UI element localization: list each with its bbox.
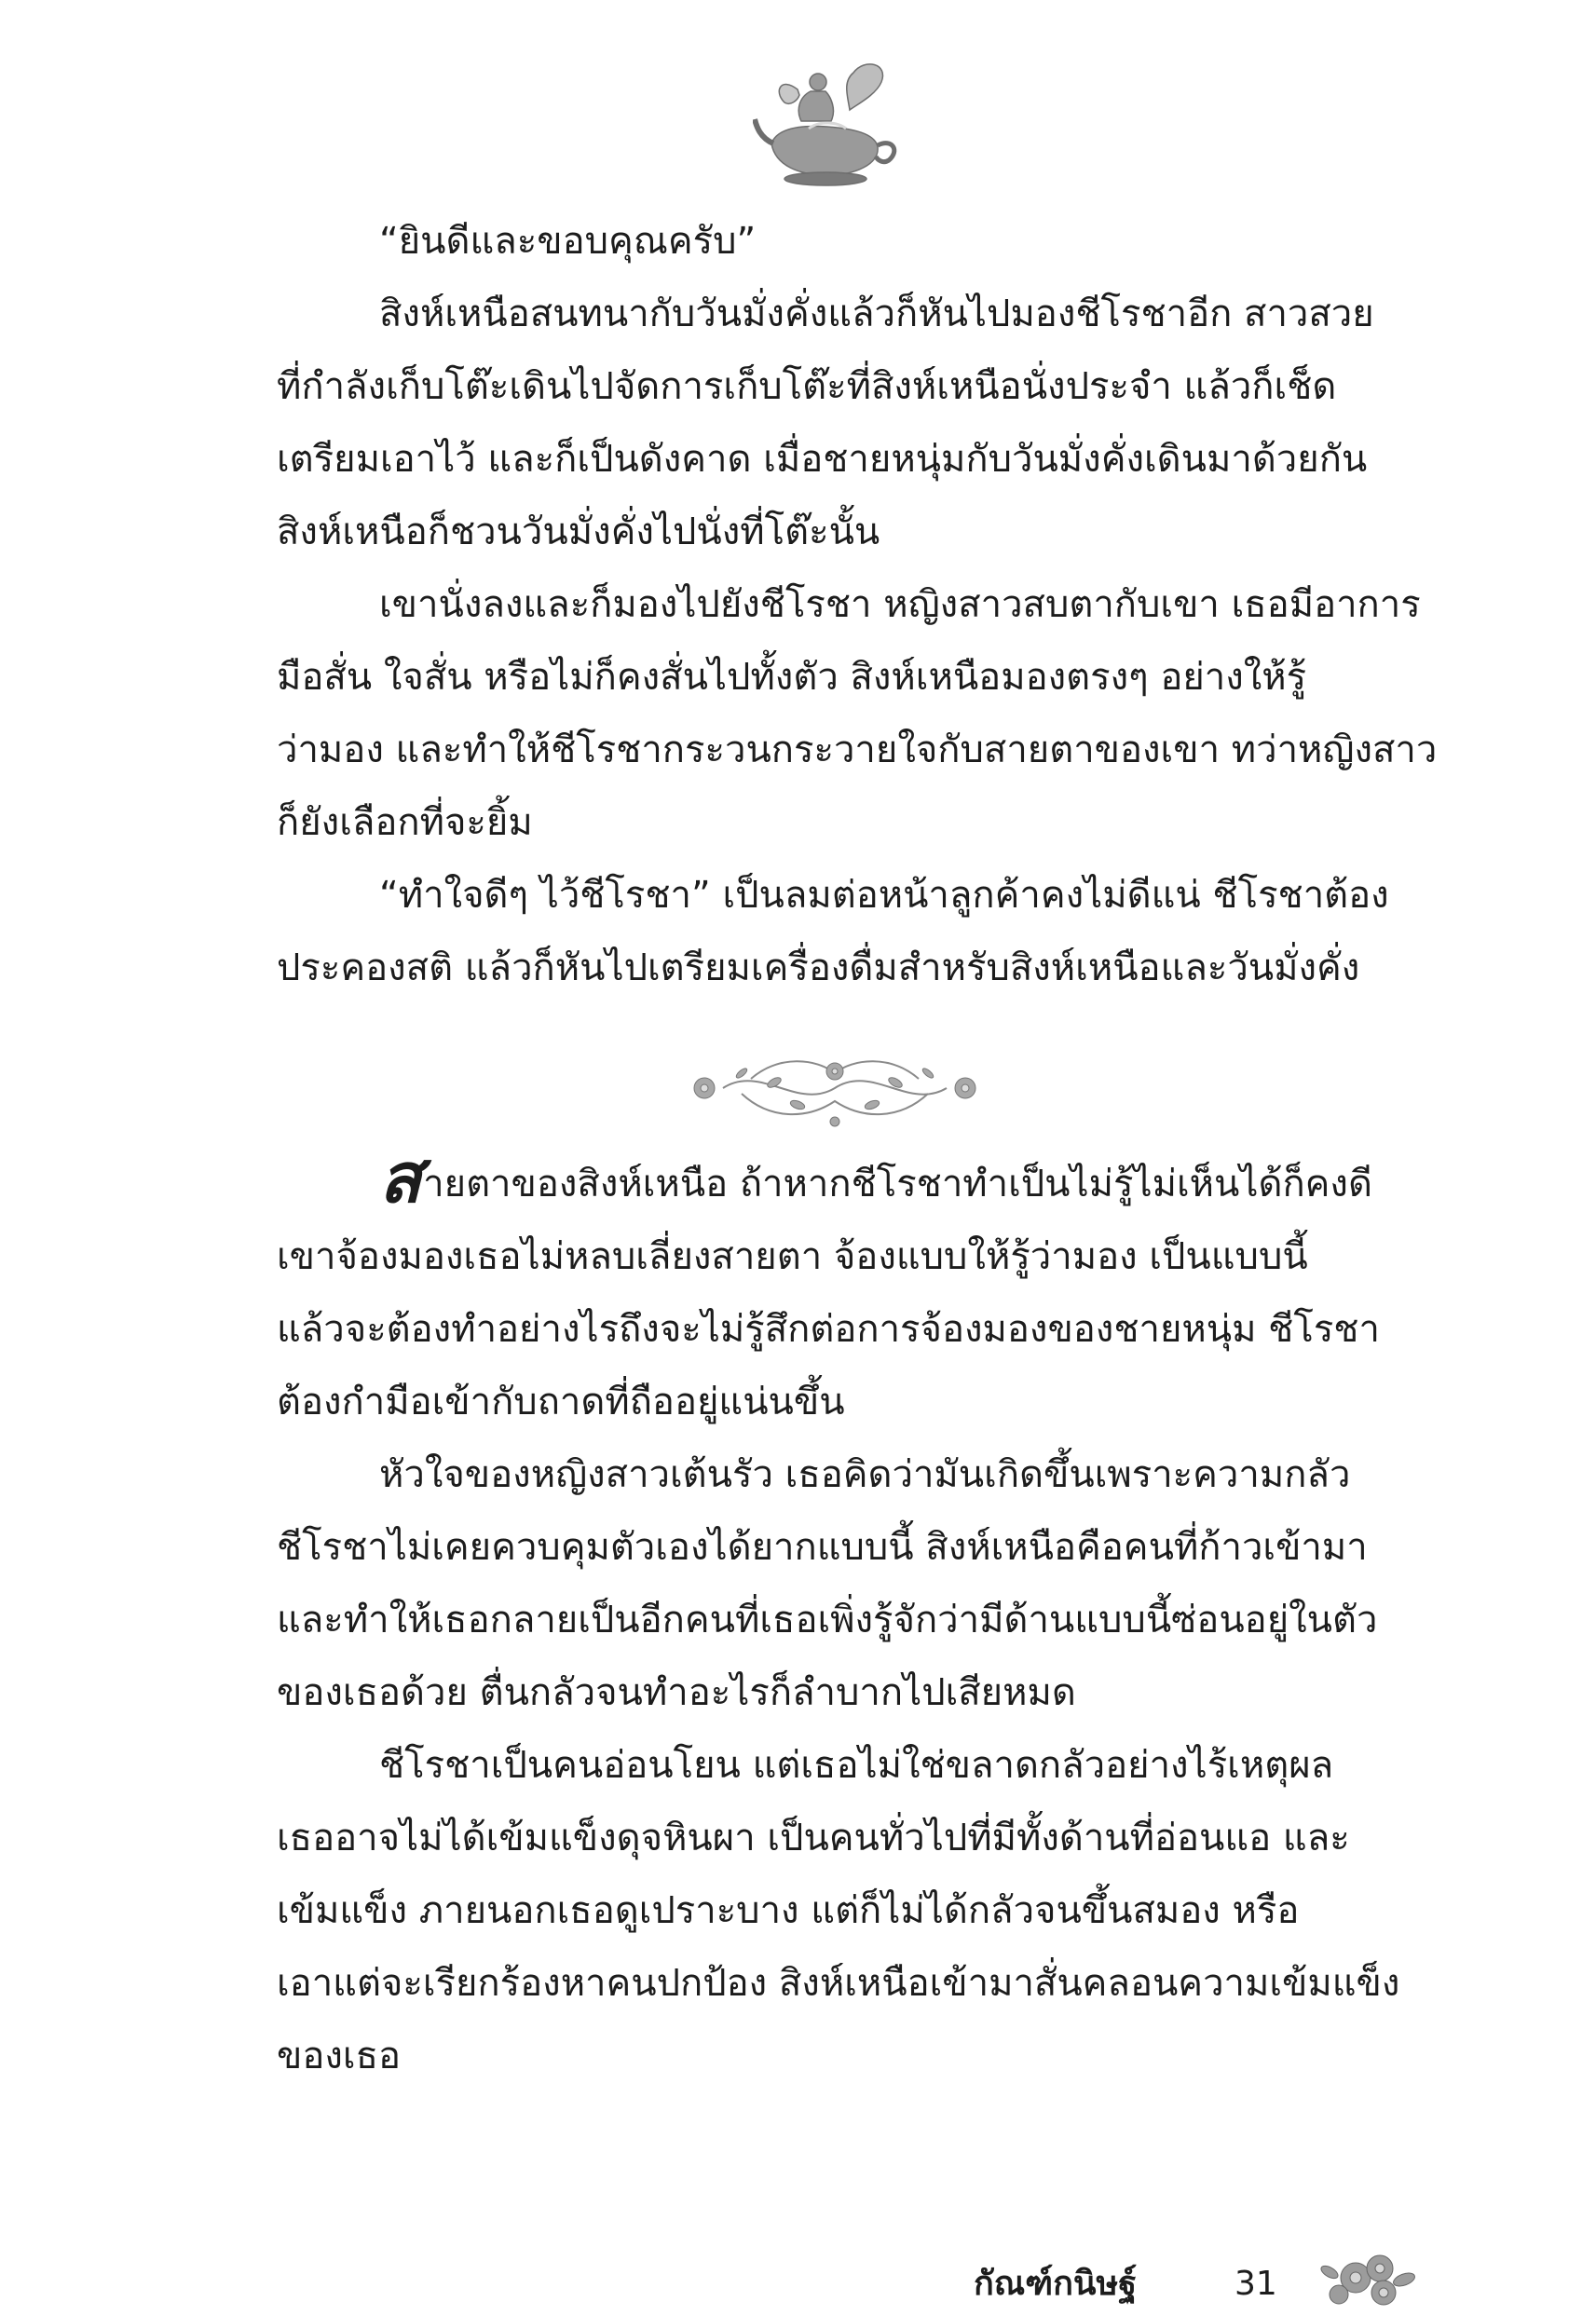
text-line: “ทำใจดีๆ ไว้ชีโรชา” เป็นลมต่อหน้าลูกค้าคงไม่ดีแน่ ชีโรชาต้อง [379,874,1389,917]
text-line: สิงห์เหนือก็ชวนวันมั่งคั่งไปนั่งที่โต๊ะนั้น [277,511,880,553]
text-line: แล้วจะต้องทำอย่างไรถึงจะไม่รู้สึกต่อการจ้องมองของชายหนุ่ม ชีโรชา [277,1308,1380,1351]
floral-divider-icon [686,1045,984,1131]
text-line: “ยินดีและขอบคุณครับ” [379,220,757,263]
text-line: เข้มแข็ง ภายนอกเธอดูเปราะบาง แต่ก็ไม่ได้กลัวจนขึ้นสมอง หรือ [277,1889,1300,1932]
text-line: เตรียมเอาไว้ และก็เป็นดังคาด เมื่อชายหนุ่มกับวันมั่งคั่งเดินมาด้วยกัน [277,438,1368,481]
text-line: เอาแต่จะเรียกร้องหาคนปกป้อง สิงห์เหนือเข้ามาสั่นคลอนความเข้มแข็ง [277,1962,1400,2005]
text-line: มือสั่น ใจสั่น หรือไม่ก็คงสั่นไปทั้งตัว สิงห์เหนือมองตรงๆ อย่างให้รู้ [277,656,1307,699]
text-line: หัวใจของหญิงสาวเต้นรัว เธอคิดว่ามันเกิดขึ้นเพราะความกลัว [379,1453,1351,1496]
flower-cluster-icon [1318,2240,1421,2315]
text-line: ชีโรชาเป็นคนอ่อนโยน แต่เธอไม่ใช่ขลาดกลัวอย่างไร้เหตุผล [379,1744,1334,1787]
text-line: ชีโรชาไม่เคยควบคุมตัวเองได้ยากแบบนี้ สิงห์เหนือคือคนที่ก้าวเข้ามา [277,1526,1368,1569]
text-line: เขานั่งลงและก็มองไปยังชีโรชา หญิงสาวสบตากับเขา เธอมีอาการ [379,583,1421,626]
page-number: 31 [1235,2265,1277,2303]
footer-book-title: กัณฑ์กนิษฐ์ [974,2265,1138,2303]
text-block-top [277,205,1438,1004]
text-line: ก็ยังเลือกที่จะยิ้ม [277,801,533,844]
text-line: ของเธอด้วย ตื่นกลัวจนทำอะไรก็ลำบากไปเสียหมด [277,1671,1076,1714]
dropcap-letter: ส [379,1138,422,1219]
text-line: ต้องกำมือเข้ากับถาดที่ถืออยู่แน่นขึ้น [277,1381,845,1423]
dropcap-line [277,1138,1413,1220]
text-line: สิงห์เหนือสนทนากับวันมั่งคั่งแล้วก็หันไปมองชีโรชาอีก สาวสวย [379,293,1374,335]
text-line: เธออาจไม่ได้เข้มแข็งดุจหินผา เป็นคนทั่วไปที่มีทั้งด้านที่อ่อนแอ และ [277,1817,1350,1859]
text-line: เขาจ้องมองเธอไม่หลบเลี่ยงสายตา จ้องแบบให้รู้ว่ามอง เป็นแบบนี้ [277,1235,1308,1278]
text-line: ของเธอ [277,2035,402,2077]
text-block-bottom [277,1138,1413,2092]
dropcap-line-text: ายตาของสิงห์เหนือ ถ้าหากชีโรชาทำเป็นไม่รู้ไม่เห็นได้ก็คงดี [423,1163,1372,1205]
text-line: ประคองสติ แล้วก็หันไปเตรียมเครื่องดื่มสำหรับสิงห์เหนือและวันมั่งคั่ง [277,946,1360,989]
text-line: ว่ามอง และทำให้ชีโรชากระวนกระวายใจกับสายตาของเขา ทว่าหญิงสาว [277,729,1438,771]
fairy-teapot-ornament-icon [753,54,902,194]
text-line: ที่กำลังเก็บโต๊ะเดินไปจัดการเก็บโต๊ะที่สิงห์เหนือนั่งประจำ แล้วก็เช็ด [277,365,1337,408]
text-line: และทำให้เธอกลายเป็นอีกคนที่เธอเพิ่งรู้จักว่ามีด้านแบบนี้ซ่อนอยู่ในตัว [277,1599,1378,1641]
